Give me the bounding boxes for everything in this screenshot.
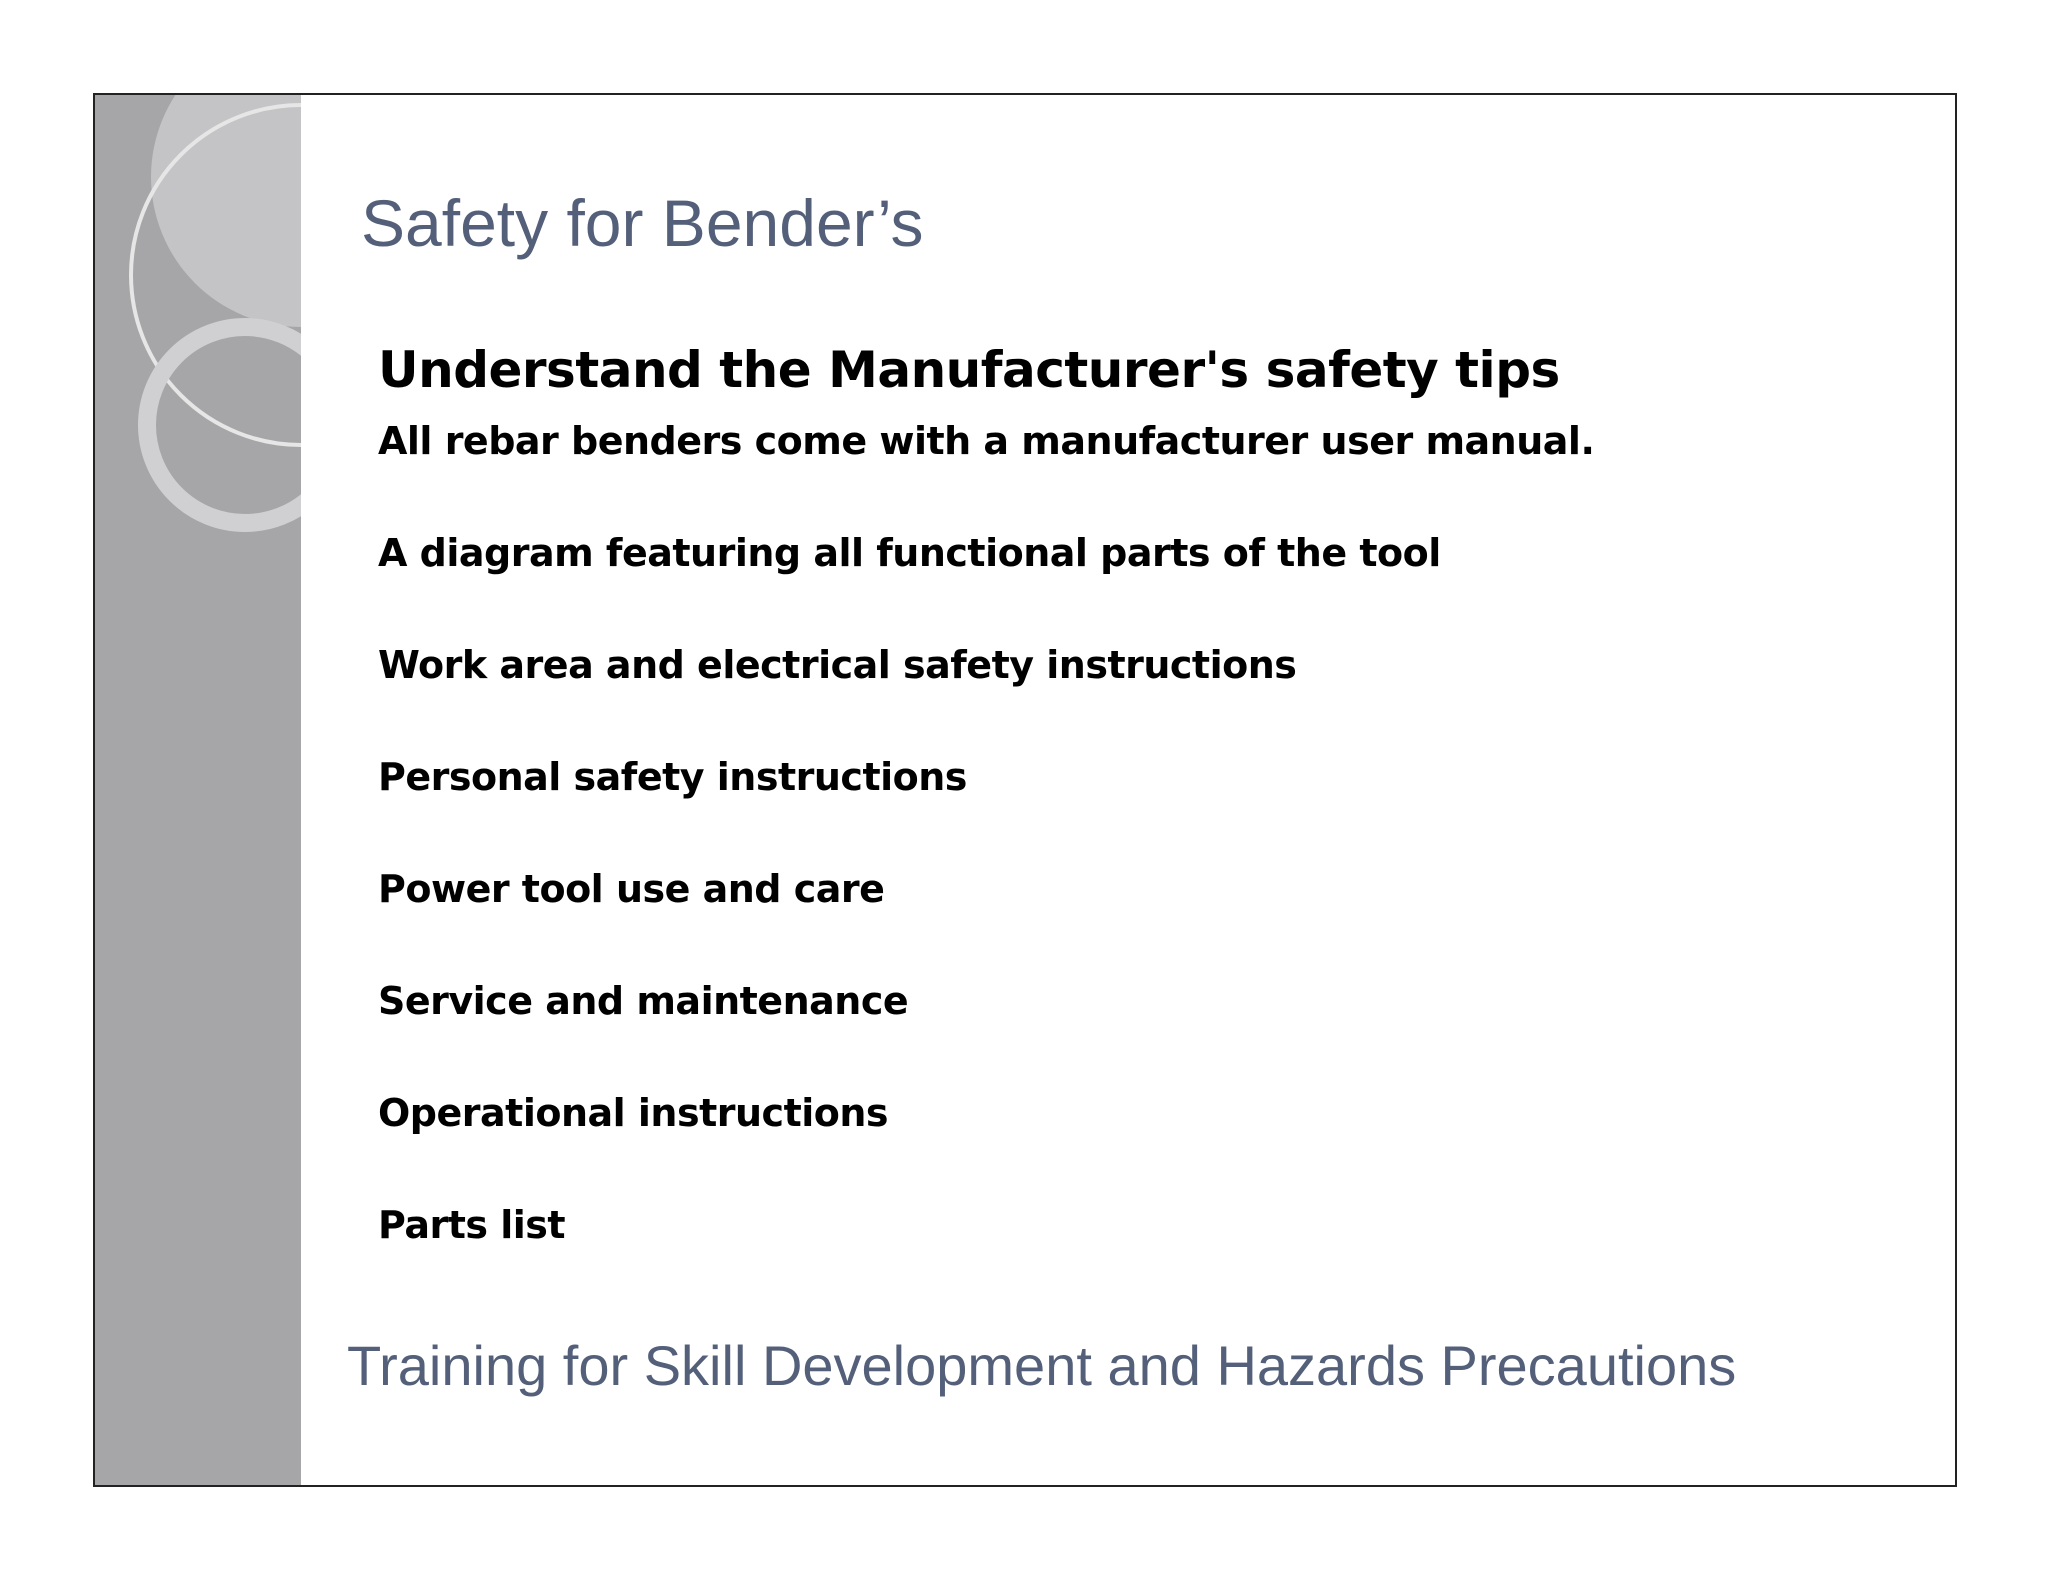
list-item: Operational instructions bbox=[378, 1091, 889, 1135]
subheading: Understand the Manufacturer's safety tips bbox=[378, 341, 1560, 399]
list-item: Personal safety instructions bbox=[378, 755, 967, 799]
safety-tips-list bbox=[378, 417, 1594, 1313]
list-item: All rebar benders come with a manufacturer user manual. bbox=[378, 419, 1595, 463]
list-item: Parts list bbox=[378, 1203, 566, 1247]
slide-title: Safety for Bender’s bbox=[361, 186, 924, 260]
decorative-circles-icon bbox=[95, 95, 301, 1485]
decorative-sidebar bbox=[95, 95, 301, 1485]
slide-footer: Training for Skill Development and Hazards Precautions bbox=[347, 1334, 1737, 1397]
list-item: A diagram featuring all functional parts of the tool bbox=[378, 531, 1441, 575]
slide bbox=[93, 93, 1957, 1487]
list-item: Work area and electrical safety instructions bbox=[378, 643, 1297, 687]
list-item: Power tool use and care bbox=[378, 867, 885, 911]
list-item: Service and maintenance bbox=[378, 979, 909, 1023]
